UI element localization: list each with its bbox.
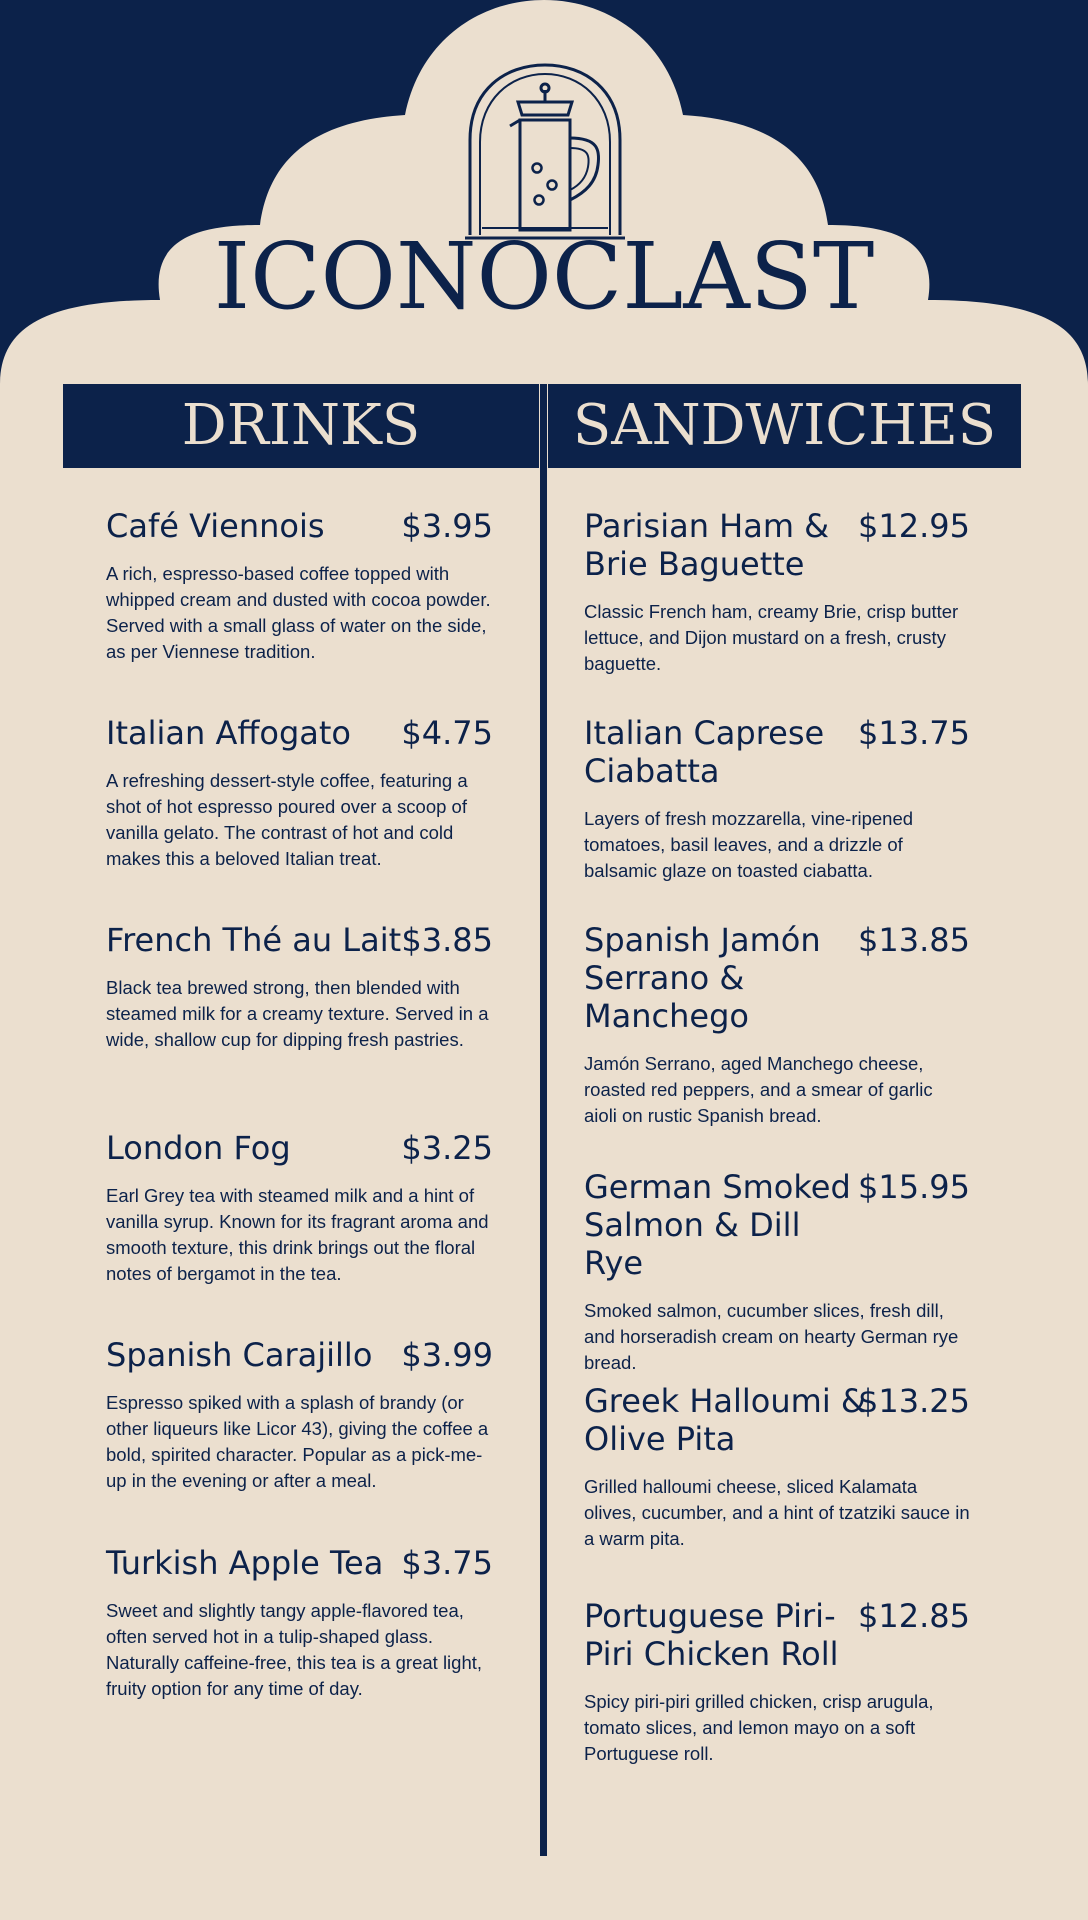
item-price: $4.75 — [401, 714, 493, 752]
item-price: $12.85 — [858, 1597, 970, 1635]
item-description: A refreshing dessert-style coffee, featuring a shot of hot espresso poured over a scoop of vanilla gelato. The contrast of hot and cold makes this a beloved Italian treat. — [106, 770, 468, 869]
item-price: $13.25 — [858, 1382, 970, 1420]
sandwiches-header — [548, 384, 1021, 468]
item-description: Black tea brewed strong, then blended with steamed milk for a creamy texture. Served in a wide, shallow cup for dipping fresh pastries. — [106, 977, 489, 1050]
menu-item — [106, 507, 493, 665]
menu-item — [584, 921, 970, 1129]
brand-name: ICONOCLAST — [213, 223, 875, 330]
item-name: French Thé au Lait — [106, 921, 402, 959]
item-price: $13.75 — [858, 714, 970, 752]
item-name: Italian Caprese Ciabatta — [584, 714, 825, 790]
item-name: Spanish Carajillo — [106, 1336, 373, 1374]
menu-item — [584, 1382, 970, 1552]
menu-item — [584, 507, 970, 677]
item-description: Earl Grey tea with steamed milk and a hint of vanilla syrup. Known for its fragrant aroma and smooth texture, this drink brings out the floral notes of bergamot in the tea. — [106, 1185, 489, 1284]
item-name: German Smoked Salmon & Dill Rye — [584, 1168, 851, 1282]
menu-item — [106, 921, 493, 1053]
item-description: Smoked salmon, cucumber slices, fresh dill, and horseradish cream on hearty German rye bread. — [584, 1300, 959, 1373]
item-name: Café Viennois — [106, 507, 325, 545]
item-price: $3.95 — [401, 507, 493, 545]
item-price: $13.85 — [858, 921, 970, 959]
item-description: Layers of fresh mozzarella, vine-ripened tomatoes, basil leaves, and a drizzle of balsamic glaze on toasted ciabatta. — [584, 808, 914, 881]
item-name: Parisian Ham & Brie Baguette — [584, 507, 830, 583]
item-name: Greek Halloumi & Olive Pita — [584, 1382, 866, 1458]
menu-item — [106, 1129, 493, 1287]
item-price: $12.95 — [858, 507, 970, 545]
menu-item — [584, 1168, 970, 1376]
menu-item — [584, 714, 970, 884]
item-description: Jamón Serrano, aged Manchego cheese, roasted red peppers, and a smear of garlic aioli on rustic Spanish bread. — [584, 1053, 933, 1126]
item-price: $3.25 — [401, 1129, 493, 1167]
item-description: A rich, espresso-based coffee topped with whipped cream and dusted with cocoa powder. Served with a small glass of water on the side, as per Viennese tradition. — [106, 563, 491, 662]
item-description: Espresso spiked with a splash of brandy (or other liqueurs like Licor 43), giving the coffee a bold, spirited character. Popular as a pick-me-up in the evening or after a meal. — [106, 1392, 489, 1491]
item-description: Spicy piri-piri grilled chicken, crisp arugula, tomato slices, and lemon mayo on a soft Portuguese roll. — [584, 1691, 934, 1764]
item-name: Turkish Apple Tea — [106, 1544, 384, 1582]
drinks-title: DRINKS — [181, 393, 421, 458]
item-name: London Fog — [106, 1129, 291, 1167]
column-divider — [540, 384, 547, 1856]
item-name: Portuguese Piri-Piri Chicken Roll — [584, 1597, 839, 1673]
menu-item — [106, 1544, 493, 1702]
drinks-header — [63, 384, 539, 468]
menu-item — [106, 714, 493, 872]
item-price: $3.99 — [401, 1336, 493, 1374]
item-description: Sweet and slightly tangy apple-flavored tea, often served hot in a tulip-shaped glass. Naturally caffeine-free, this tea is a great light, fruity option for any time of day. — [106, 1600, 483, 1699]
menu-item — [106, 1336, 493, 1494]
french-press-in-arch-icon — [460, 60, 630, 245]
menu-item — [584, 1597, 970, 1767]
item-name: Spanish Jamón Serrano & Manchego — [584, 921, 821, 1035]
item-description: Grilled halloumi cheese, sliced Kalamata olives, cucumber, and a hint of tzatziki sauce in a warm pita. — [584, 1476, 970, 1549]
item-name: Italian Affogato — [106, 714, 351, 752]
item-price: $3.75 — [401, 1544, 493, 1582]
item-price: $3.85 — [401, 921, 493, 959]
item-description: Classic French ham, creamy Brie, crisp butter lettuce, and Dijon mustard on a fresh, crusty baguette. — [584, 601, 959, 674]
sandwiches-title: SANDWICHES — [572, 393, 997, 458]
item-price: $15.95 — [858, 1168, 970, 1206]
